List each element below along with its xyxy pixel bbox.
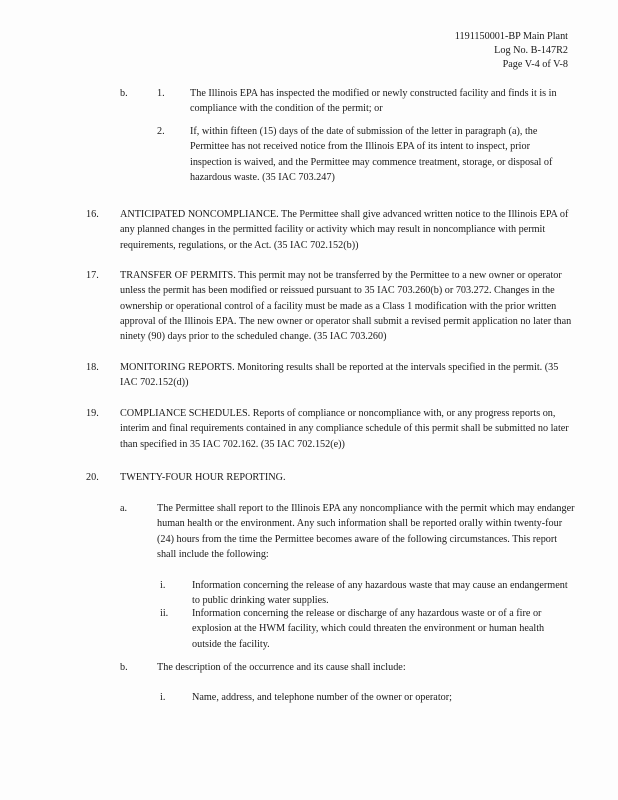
item-b-2-text: If, within fifteen (15) days of the date of submission of the letter in paragraph (a), the Permittee has not received notice from the Illinois EPA of its intent to inspect, prior inspection is waived, and the Permittee may commence treatment, storage, or disposal of hazardous waste. (35 IAC 703.247) (190, 126, 553, 183)
item-20-b-i-text: Name, address, and telephone number of the owner or operator; (192, 692, 452, 703)
item-b-1-label: 1. (157, 88, 165, 99)
item-20-a-ii-label: ii. (160, 608, 169, 619)
item-20-b-label: b. (120, 662, 128, 673)
item-16-number: 16. (86, 209, 99, 220)
item-20-a-ii-text: Information concerning the release or discharge of any hazardous waste or of a fire or explosion at the HWM facility, which could threaten the environment or human health outside the facility. (192, 608, 545, 650)
item-20-a-i-text: Information concerning the release of any hazardous waste that may cause an endangerment to public drinking water supplies. (192, 580, 568, 607)
header-permit-id: 1191150001-BP Main Plant (454, 31, 568, 42)
item-20-b-text: The description of the occurrence and its cause shall include: (157, 662, 406, 673)
item-18-number: 18. (86, 362, 99, 373)
item-16-text: ANTICIPATED NONCOMPLIANCE. The Permittee shall give advanced written notice to the Illinois EPA of any planned changes in the permitted facility or activity which may result in noncompliance with permit requirements, regulations, or the Act. (35 IAC 702.152(b)) (120, 209, 569, 251)
item-20-a-i-label: i. (160, 580, 166, 591)
item-20-number: 20. (86, 472, 99, 483)
item-b-label: b. (120, 88, 128, 99)
item-17-number: 17. (86, 270, 99, 281)
item-b-2-label: 2. (157, 126, 165, 137)
item-20-a-text: The Permittee shall report to the Illinois EPA any noncompliance with the permit which may endanger human health or the environment. Any such information shall be reported orally within twenty-four (24) hours from the time the Permittee becomes aware of the following circumstances. This report shall include the following: (157, 503, 575, 560)
item-19-text: COMPLIANCE SCHEDULES. Reports of compliance or noncompliance with, or any progress reports on, interim and final requirements contained in any compliance schedule of this permit shall be submitted no later than specified in 35 IAC 702.162. (35 IAC 702.152(e)) (120, 408, 569, 450)
item-b-1-text: The Illinois EPA has inspected the modified or newly constructed facility and finds it is in compliance with the condition of the permit; or (190, 88, 557, 115)
page-header (455, 30, 568, 72)
item-20-b-i-label: i. (160, 692, 166, 703)
header-log-number: Log No. B-147R2 (494, 45, 568, 56)
item-18-text: MONITORING REPORTS. Monitoring results shall be reported at the intervals specified in the permit. (35 IAC 702.152(d)) (120, 362, 559, 389)
item-20-a-label: a. (120, 503, 128, 514)
item-17-text: TRANSFER OF PERMITS. This permit may not be transferred by the Permittee to a new owner or operator unless the permit has been modified or reissued pursuant to 35 IAC 703.260(b) or 703.272. Changes in the ownership or operational control of a facility must be made as a Class 1 modification with the prior written approval of the Illinois EPA. The new owner or operator shall submit a revised permit application no later than ninety (90) days prior to the scheduled change. (35 IAC 703.260) (120, 270, 572, 343)
header-page-number: Page V-4 of V-8 (502, 59, 568, 70)
item-20-heading: TWENTY-FOUR HOUR REPORTING. (120, 472, 286, 483)
item-19-number: 19. (86, 408, 99, 419)
